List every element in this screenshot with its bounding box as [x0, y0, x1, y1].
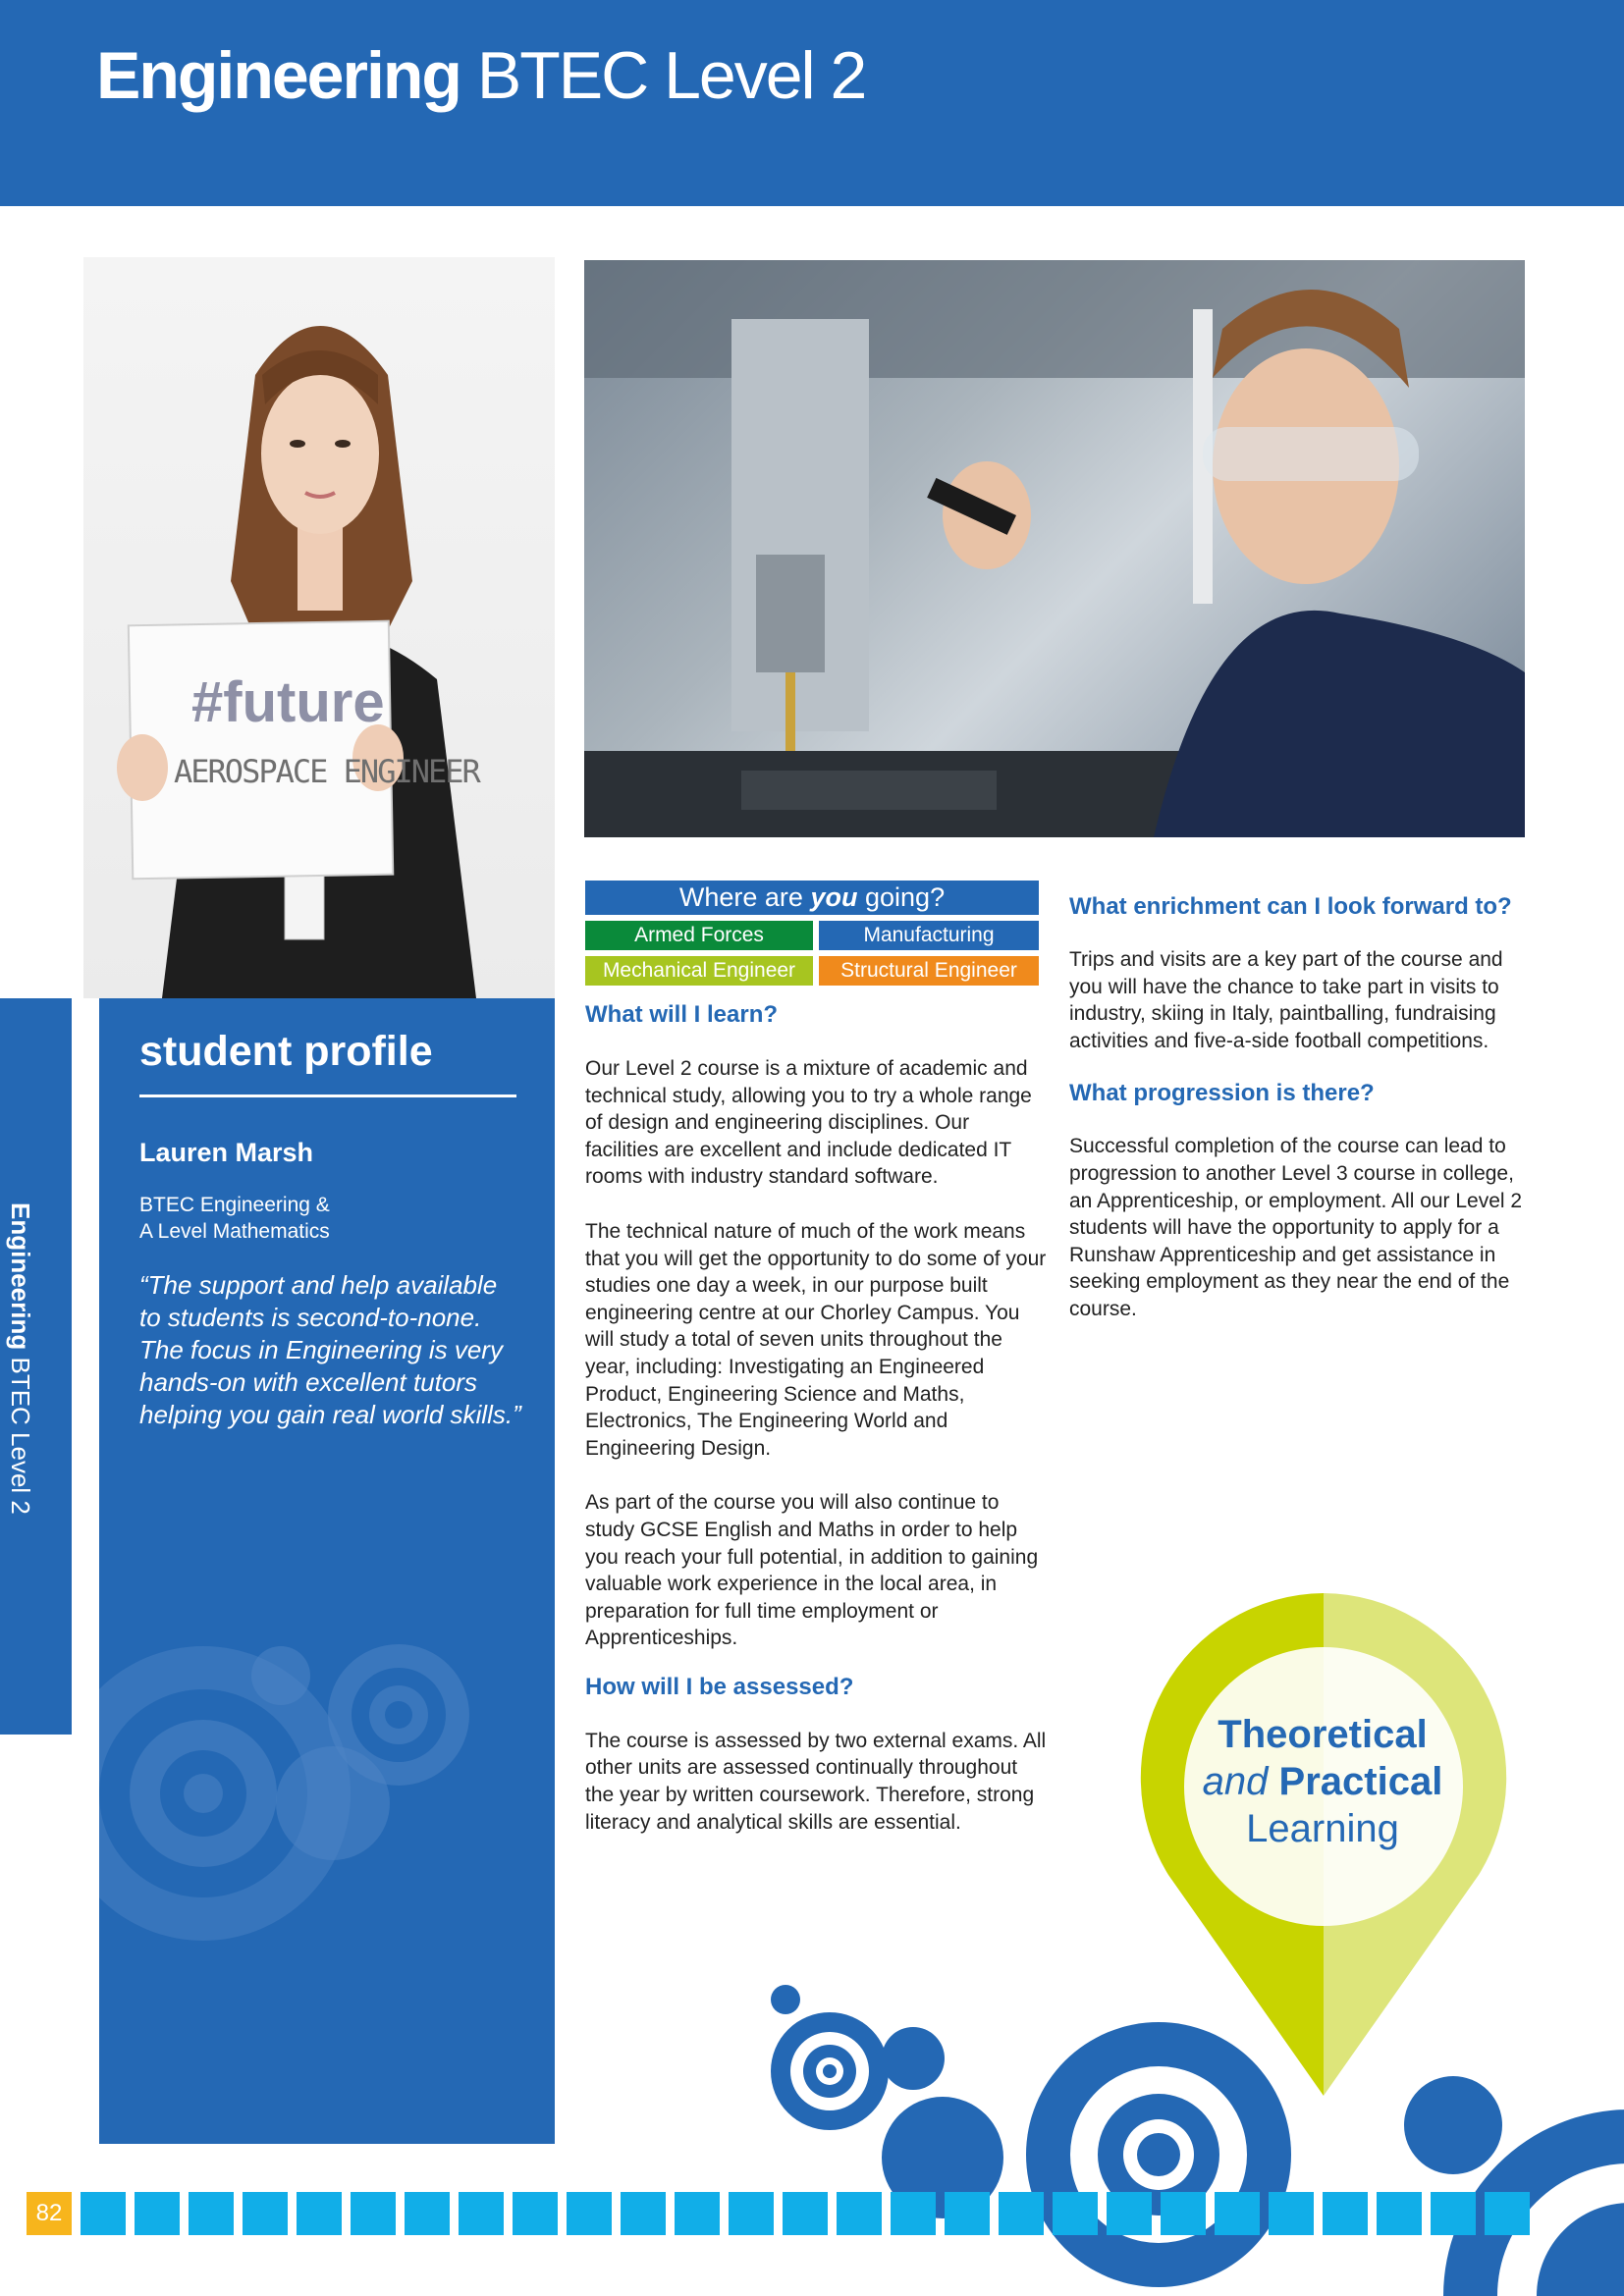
destination-tag-mechanical-engineer: Mechanical Engineer	[585, 956, 813, 986]
footer-square	[891, 2192, 936, 2235]
student-quote: “The support and help available to students is second-to-none. The focus in Engineering is very hands-on with excellent tutors helping you gain real world skills.”	[139, 1270, 521, 1429]
pin-line-3: Learning	[1246, 1807, 1399, 1850]
progression-heading: What progression is there?	[1069, 1080, 1375, 1107]
dest-title-pre: Where are	[678, 882, 803, 912]
enrichment-heading: What enrichment can I look forward to?	[1069, 893, 1512, 920]
footer-square	[1107, 2192, 1152, 2235]
footer-square	[351, 2192, 396, 2235]
sign-caption: AEROSPACE ENGINEER	[174, 753, 479, 790]
progression-paragraph: Successful completion of the course can lead to progression to another Level 3 course in college, an Apprenticeship, or employment. All our Level 2 students will have the opportunity to apply for a Runshaw Apprenticeship and get assistance in seeking employment as they near the end of the course.	[1069, 1135, 1523, 1320]
footer-square	[1485, 2192, 1530, 2235]
course-line-1: BTEC Engineering &	[139, 1194, 330, 1216]
dest-title-em: you	[810, 882, 858, 912]
footer-square	[243, 2192, 288, 2235]
footer-square	[1323, 2192, 1368, 2235]
footer-square	[405, 2192, 450, 2235]
learn-paragraph-1: Our Level 2 course is a mixture of academic and technical study, allowing you to try a whole range of design and engineering disciplines. Our facilities are excellent and include dedicated IT rooms with industry standard software.	[585, 1057, 1032, 1189]
footer-square	[567, 2192, 612, 2235]
course-line-2: A Level Mathematics	[139, 1220, 330, 1243]
pin-callout	[1175, 1711, 1470, 1852]
dest-title-post: going?	[865, 882, 946, 912]
profile-heading: student profile	[139, 1028, 433, 1075]
assessed-heading: How will I be assessed?	[585, 1673, 854, 1700]
enrichment-paragraph: Trips and visits are a key part of the course and you will have the chance to take part in visits to industry, skiing in Italy, paintballing, fundraising activities and five-a-side football competitions.	[1069, 948, 1503, 1052]
footer-square	[81, 2192, 126, 2235]
footer-square	[1269, 2192, 1314, 2235]
pin-line-2-strong: Practical	[1278, 1760, 1443, 1803]
footer-square	[783, 2192, 828, 2235]
side-label-light: BTEC Level 2	[6, 1357, 35, 1515]
footer-square	[297, 2192, 342, 2235]
pin-line-2-em: and	[1202, 1760, 1269, 1803]
destination-tag-structural-engineer: Structural Engineer	[819, 956, 1039, 986]
learn-heading: What will I learn?	[585, 1001, 779, 1028]
destination-tag-manufacturing: Manufacturing	[819, 921, 1039, 950]
footer-square	[135, 2192, 180, 2235]
footer-square	[189, 2192, 234, 2235]
footer-square	[1431, 2192, 1476, 2235]
page-number: 82	[27, 2192, 72, 2235]
destination-tag-armed-forces: Armed Forces	[585, 921, 813, 950]
assessed-paragraph: The course is assessed by two external exams. All other units are assessed continually throughout the year by written coursework. Therefore, strong literacy and analytical skills are essential.	[585, 1729, 1047, 1834]
footer-square	[621, 2192, 666, 2235]
pin-line-1: Theoretical	[1218, 1713, 1428, 1756]
footer-square	[1161, 2192, 1206, 2235]
footer-square	[999, 2192, 1044, 2235]
footer-square	[1053, 2192, 1098, 2235]
side-label-bold: Engineering	[6, 1202, 35, 1351]
footer-square	[729, 2192, 774, 2235]
title-bold: Engineering	[96, 38, 460, 113]
pin-line-2	[1175, 1758, 1470, 1805]
learn-paragraph-2: The technical nature of much of the work means that you will get the opportunity to do some of your studies one day a week, in our purpose built engineering centre at our Chorley Campus. You will study a total of seven units throughout the year, including: Investigating an Engineered Product, Engineering Science and Maths, Electronics, The Engineering World and Engineering Design.	[585, 1219, 1047, 1460]
footer-square	[837, 2192, 882, 2235]
footer-square	[459, 2192, 504, 2235]
student-name: Lauren Marsh	[139, 1138, 314, 1167]
footer-square	[675, 2192, 720, 2235]
sign-hashtag: #future	[191, 670, 385, 734]
learn-paragraph-3: As part of the course you will also continue to study GCSE English and Maths in order to help you reach your full potential, in addition to gaining valuable work experience in the local area, in preparation for full time employment or Apprenticeships.	[585, 1491, 1039, 1650]
footer-square	[945, 2192, 990, 2235]
footer-square	[513, 2192, 558, 2235]
title-light: BTEC Level 2	[476, 38, 866, 113]
footer-square	[1215, 2192, 1260, 2235]
footer-square	[1377, 2192, 1422, 2235]
